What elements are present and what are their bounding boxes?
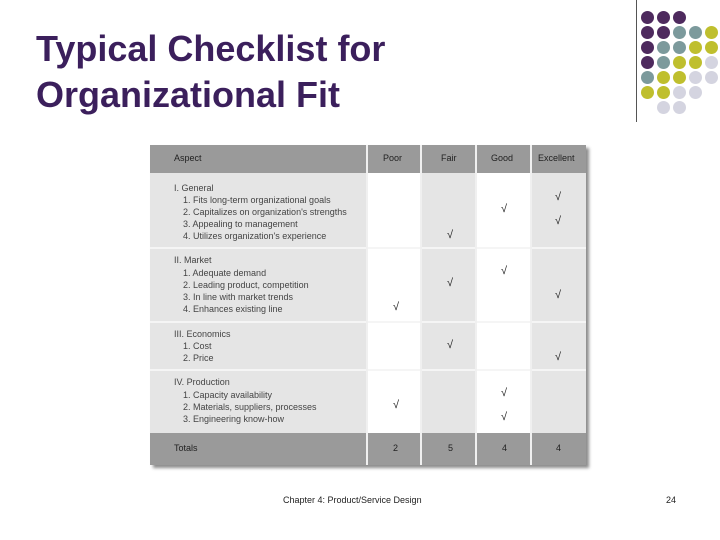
check-mark: √: [555, 215, 562, 227]
dot: [673, 41, 686, 54]
dot: [673, 71, 686, 84]
dot: [641, 26, 654, 39]
aspect-item: 1. Cost: [183, 341, 212, 351]
column-divider: [366, 145, 368, 465]
group-divider: [150, 247, 586, 249]
check-mark: √: [447, 277, 454, 289]
page-number: 24: [666, 495, 677, 505]
dot: [689, 41, 702, 54]
dot: [673, 101, 686, 114]
group-divider: [150, 321, 586, 323]
slide-title-line-1: Typical Checklist for: [36, 28, 386, 69]
header-excellent: Excellent: [538, 153, 575, 163]
aspect-item: 2. Materials, suppliers, processes: [183, 402, 317, 412]
dot: [657, 11, 670, 24]
table-totals-row: [150, 433, 586, 465]
header-aspect: Aspect: [174, 153, 202, 163]
column-divider: [420, 145, 422, 465]
check-mark: √: [555, 351, 562, 363]
total-excellent: 4: [556, 443, 562, 453]
slide-title: [36, 26, 616, 118]
aspect-item: 4. Utilizes organization's experience: [183, 231, 327, 241]
slide-footer: Chapter 4: Product/Service Design: [283, 495, 422, 505]
dot: [705, 56, 718, 69]
group-heading-market: II. Market: [174, 255, 212, 265]
aspect-item: 2. Leading product, competition: [183, 280, 309, 290]
dot: [641, 71, 654, 84]
group-heading-production: IV. Production: [174, 377, 230, 387]
decorative-divider: [636, 0, 637, 122]
dot: [641, 11, 654, 24]
dot: [689, 86, 702, 99]
check-mark: √: [447, 229, 454, 241]
dot: [705, 41, 718, 54]
check-mark: √: [393, 301, 400, 313]
group-heading-economics: III. Economics: [174, 329, 231, 339]
aspect-item: 3. In line with market trends: [183, 292, 294, 302]
dot: [673, 11, 686, 24]
check-mark: √: [501, 411, 508, 423]
check-mark: √: [501, 203, 508, 215]
totals-label: Totals: [174, 443, 198, 453]
aspect-item: 3. Appealing to management: [183, 219, 298, 229]
column-divider: [530, 145, 532, 465]
check-mark: √: [393, 399, 400, 411]
dot: [689, 71, 702, 84]
column-divider: [475, 145, 477, 465]
checklist-table: [150, 145, 586, 465]
aspect-item: 2. Price: [183, 353, 214, 363]
total-fair: 5: [448, 443, 454, 453]
check-mark: √: [447, 339, 454, 351]
check-mark: √: [555, 289, 562, 301]
group-heading-general: I. General: [174, 183, 214, 193]
aspect-item: 1. Fits long-term organizational goals: [183, 195, 331, 205]
dot: [641, 86, 654, 99]
total-poor: 2: [393, 443, 399, 453]
aspect-item: 4. Enhances existing line: [183, 304, 283, 314]
dot: [705, 71, 718, 84]
dot: [705, 26, 718, 39]
check-mark: √: [501, 387, 508, 399]
aspect-item: 2. Capitalizes on organization's strengths: [183, 207, 347, 217]
dot: [641, 56, 654, 69]
dot: [657, 86, 670, 99]
dot: [657, 26, 670, 39]
dot: [689, 26, 702, 39]
dot: [673, 86, 686, 99]
table-header-row: [150, 145, 586, 173]
dot: [689, 56, 702, 69]
check-mark: √: [501, 265, 508, 277]
dot: [657, 41, 670, 54]
header-poor: Poor: [383, 153, 403, 163]
aspect-item: 1. Adequate demand: [183, 268, 267, 278]
check-mark: √: [555, 191, 562, 203]
slide-title-line-2: Organizational Fit: [36, 74, 341, 115]
header-good: Good: [491, 153, 514, 163]
dot: [673, 26, 686, 39]
header-fair: Fair: [441, 153, 457, 163]
dot: [657, 71, 670, 84]
dot: [657, 56, 670, 69]
dot: [673, 56, 686, 69]
dot: [641, 41, 654, 54]
decorative-dot-grid: [641, 11, 720, 121]
dot: [657, 101, 670, 114]
total-good: 4: [502, 443, 508, 453]
aspect-item: 1. Capacity availability: [183, 390, 273, 400]
aspect-item: 3. Engineering know-how: [183, 414, 285, 424]
group-divider: [150, 369, 586, 371]
